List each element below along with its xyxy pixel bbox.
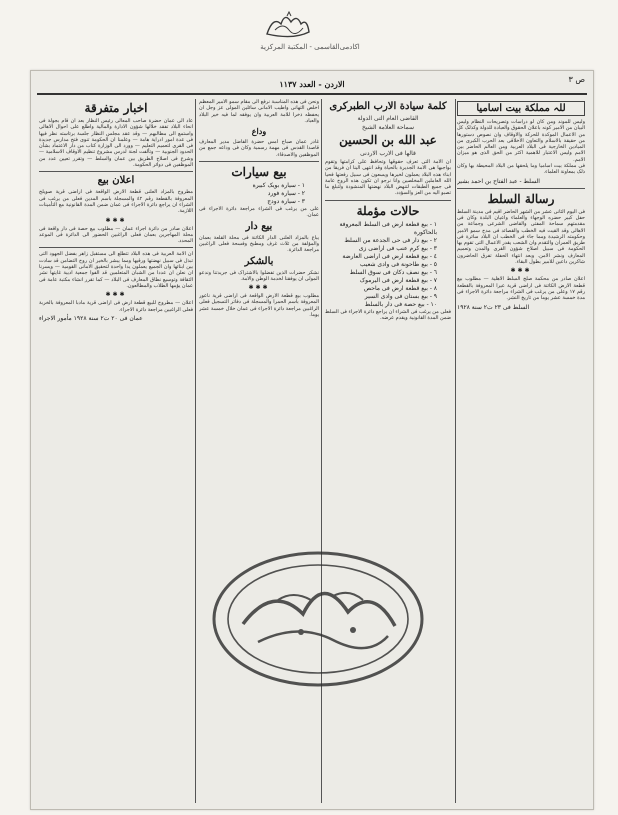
car-sale-note: علی من یرغب فی الشراء مراجعة دائرة الاجراء فی عمان. [199, 206, 319, 219]
list-item: ١ - سیارة بویک کبیرة [252, 182, 305, 190]
headline-speech: کلمة سیادة الارب الطبرکری [329, 101, 447, 112]
headline-house-sale: بیع دار [245, 220, 273, 232]
sale-list-footer: فعلی من یرغب فی الشراء ان یراجع دائرة الاجراء فی السلط ضمن المدة القانونیة ویقدم عرضه. [325, 308, 451, 322]
archive-name: اکادمی‌القاسمی - المکتبة المرکزیة [260, 43, 360, 51]
article-salt-body: فی الیوم الثانی عشر من الشهر الحاضر اقیم فی مدینة السلط حفل کبیر حضره الوجهاء والعلماء واعیان البلدة وکان فی مقدمتهم سماحة المفتی والقاضی الشرعی وجماعة من الاهالی وقد القیت فیه الخطب والقصائد فی مدح سمو الامیر وحکومته الرشیدة ومما جاء فی الخطب ان البلاد سائرة فی طریق العمران والتقدم وان الشعب یقدر الاعمال التی تقوم بها الحکومة فی سبیل اصلاح شؤون القری والمدن وتعمیم المعارف ونشر الامن. وبعد انتهاء الحفلة تفرق الحاضرون شاکرین داعین للامیر بطول البقاء. [457, 208, 585, 266]
separator-stars: ✱✱✱ [105, 291, 127, 299]
separator-stars: ✱✱✱ [510, 267, 532, 275]
notice-date: السلط فی ٢٣ ت٢ سنة ١٩٢٨ [457, 303, 530, 311]
notice-land-sale: مطلوب بیع قطعة الارض الواقعة فی اراضی قریة ناعور المعروفة باسم الحمرا والمسجلة فی دفاتر التسجیل فعلی الراغبین مراجعة دائرة الاجراء فی عمان خلال خمسة عشر یوما. [199, 293, 319, 319]
car-list [199, 182, 319, 206]
list-item: ٢ - بیع دار فی حی الجدعة من السلط [344, 236, 437, 244]
newspaper-page [30, 70, 594, 810]
sale-list [325, 221, 451, 309]
list-item: ١٠ - بیع حصة فی دار بالسلط [364, 300, 437, 308]
article-thanks-body: نشکر حضرات الذین تفضلوا بالاشتراک فی جریدتنا وندعو المولی ان یوفقنا لخدمة الوطن والامة. [199, 269, 319, 282]
article-congrats-body: ونحن فی هذه المناسبة نرفع الی مقام سمو الامیر المعظم اخلص التهانی واطیب الامانی سائلین المولی عز وجل ان یحفظه ذخرا للامة العربیة وان یوفقه لما فیه خیر البلاد والعباد. [199, 99, 319, 124]
archive-seal-icon [263, 10, 313, 42]
list-item: ١ - بیع قطعة ارض فی السلط المعروفة بالحاکورة [339, 220, 437, 236]
official-stamp-icon [203, 544, 433, 694]
notice-execution-body: اعلان صادر من دائرة اجراء عمان — مطلوب بیع حصة فی دار واقعة فی محلة المهاجرین بعمان فعلی الراغبین الحضور الی الدائرة فی الموعد المحدد. [39, 225, 193, 245]
article-house-sale-body: یباع بالمزاد العلنی الدار الکائنة فی محلة القلعة بعمان والمؤلفة من ثلاث غرف ومطبخ وفسحة فعلی الراغبین مراجعة الدائرة. [199, 234, 319, 254]
list-item: ٥ - بیع طاحونة فی وادی شعیب [359, 260, 437, 268]
article-misc-body: عاد الی عمان حضرة صاحب المعالی رئیس النظار بعد ان قام بجولة فی انحاء البلاد تفقد خلالها شؤون الادارة والمالیة واطلع علی احوال الاهالی واستمع الی مطالبهم — وقد عقد مجلس النظار جلسة برئاسته نظر فیها فی عدة امور ادرایة هامة — وعلمنا ان الحکومة تنوی فتح مدارس جدیدة فی القری لتعمیم التعلیم — وورد الی الوزارة کتاب من دار الاعتماد بشأن الحدود الجنوبیة — وتألفت لجنة لدرس مشروع تنظیم الاوقاف الاسلامیة — وشرع فی اصلاح الطریق بین عمان والسلط — وتقرر تعیین عدد من الموظفین فی دوائر الحکومة. [39, 118, 193, 169]
divider [457, 188, 585, 189]
column-a [457, 99, 585, 803]
notice-date: عمان فی ٢٠ ت٢ سنة ١٩٢٨ مأمور الاجراء [39, 314, 143, 322]
list-item: ٧ - بیع قطعة ارض فی الیرموک [359, 276, 437, 284]
headline-misc-news: اخبار متفرقة [84, 101, 148, 115]
column-rule [321, 99, 322, 803]
headline-salt-letter: رسالة السلط [487, 191, 555, 206]
list-item: ٨ - بیع قطعة ارض فی ماحص [363, 284, 437, 292]
issue-line: الاردن - العدد ١١٣٧ [279, 79, 345, 89]
headline-farewell: وداع [251, 126, 267, 137]
list-item: ٣ - بیع کرم عنب فی اراضی زی [358, 244, 437, 252]
notice-sale-body: مطروح بالمزاد العلنی قطعة الارض الواقعة فی اراضی قریة صویلح المعروفة بالقطعة رقم ٤٢ والمسجلة باسم المدین فعلی من یرغب فی الشراء ان یراجع دائرة الاجراء فی عمان ضمن المدة القانونیة مع التأمینات اللازمة. [39, 189, 193, 215]
page-number: ص ٣ [568, 75, 585, 84]
separator-stars: ✱✱✱ [248, 284, 270, 292]
divider [199, 161, 319, 162]
top-rule [37, 93, 587, 95]
headline-thanks: بالشکر [244, 255, 274, 267]
list-item: ٣ - سیارة دودج [267, 198, 305, 206]
separator-stars: ✱✱✱ [105, 216, 127, 224]
article-nation-body: ان الامة العربیة فی هذه البلاد تتطلع الی مستقبل زاهر بفضل الجهود التی تبذل فی سبیل نهضتها ورقیها ومما یبشر بالخیر ان روح التضامن قد سادت بین ابنائها وان الجمیع یعملون یدا واحدة لتحقیق الامانی القومیة — ویسرنا ان نعلن ان عددا من الشبان المتعلمین قد الفوا جمعیة ادبیة غایتها نشر الثقافة وتوسیع نطاق المعارف فی البلاد — کما تقرر انشاء مکتبة عامة فی عمان یؤمها الطلاب والمطالعون. [39, 251, 193, 289]
byline-2: سماحة العلامة الشیخ [362, 124, 414, 131]
list-item: ٢ - سیارة فورد [267, 190, 305, 198]
headline-kingdom: للہ مملکة بیت اسامیا [457, 101, 585, 116]
headline-sale-notice: اعلان بیع [97, 175, 135, 187]
column-rule [455, 99, 456, 803]
list-item: ٩ - بیع بستان فی وادی السیر [364, 292, 437, 300]
article-kingdom-body: ولیس للموند ومن کان لو دراسات وتصریحات النظام ولیس البیان من الامیر کونه باعلان الحقوق والعبادة للدولة وکذلک کل من الاعمال الموکدة للحرکة والاوقاف وان نصوص دستورها من حقیقة بالاسلام والتعاون الاخلاقی بعد الحرب الکبری من المیادین الخارجیة فی البلاد العربیة ومن العالم الحاضر بین الامم ولیس الاعتبار للاهمیة اکثر من الحق الذی هو میزان الامم. [457, 119, 585, 163]
divider [39, 247, 193, 248]
byline-3: قالها فی الارب الاردنی [360, 150, 416, 157]
column-c [199, 99, 319, 803]
article-speech-body: ان الامة التی تعرف حقوقها وتحافظ علی کرامتها وتقوم بواجبها هی الامة الجدیرة بالحیاة وقد انتهی الینا ان فریقا من ابناء هذه البلاد یعملون لخیرها ویسعون فی سبیل رفعتها فحیا الله العاملین المخلصین وانا نرجو ان تکون هذه الروح عامة فی جمیع الطبقات لتنهض البلاد نهضتها المنشودة ولتبلغ ما تصبو الیه من العز والسؤدد. [325, 159, 451, 197]
article-farewell-body: غادر عمان صباح امس حضرة الفاضل مدیر المعارف قاصدا القدس فی مهمة رسمیة وکان فی وداعه جمع من الموظفین والاصدقاء. [199, 139, 319, 158]
column-rule [195, 99, 196, 803]
divider [325, 200, 451, 201]
column-d [39, 99, 193, 803]
signature: السلط - عبد الفتاح بن احمد بشیر [457, 177, 540, 185]
list-item: ٦ - بیع نصف دکان فی سوق السلط [349, 268, 437, 276]
notice-salt-court: اعلان صادر من محکمة صلح السلط الاهلیة — مطلوب بیع قطعة الارض الکائنة فی اراضی قریة عیرا المعروفة بالقطعة رقم ١٧ وعلی من یرغب فی الشراء مراجعة دائرة الاجراء فی مدة خمسة عشر یوما من تاریخ النشر. [457, 276, 585, 302]
headline-name: عبد الله بن الحسین [339, 133, 437, 147]
headline-hopeful-cases: حالات مؤملة [356, 203, 420, 218]
divider [39, 171, 193, 172]
article-kingdom-body-2: فی مملکة بیت اسامیا وما یلحقها من البلاد المحیطة بها وکان ذلک بمعاونة العلماء. [457, 163, 585, 176]
column-b [325, 99, 451, 803]
archive-header [0, 0, 618, 62]
notice-madaba-body: اعلان — مطروح للبیع قطعة ارض فی اراضی قریة مادبا المعروفة بالخربة فعلی الراغبین مراجعة دائرة الاجراء. [39, 300, 193, 313]
byline-1: القاضی العام التی الدولة [357, 115, 419, 122]
headline-car-sale: بیع سیارات [231, 165, 287, 180]
list-item: ٤ - بیع قطعة ارض فی اراضی العارضة [342, 252, 437, 260]
